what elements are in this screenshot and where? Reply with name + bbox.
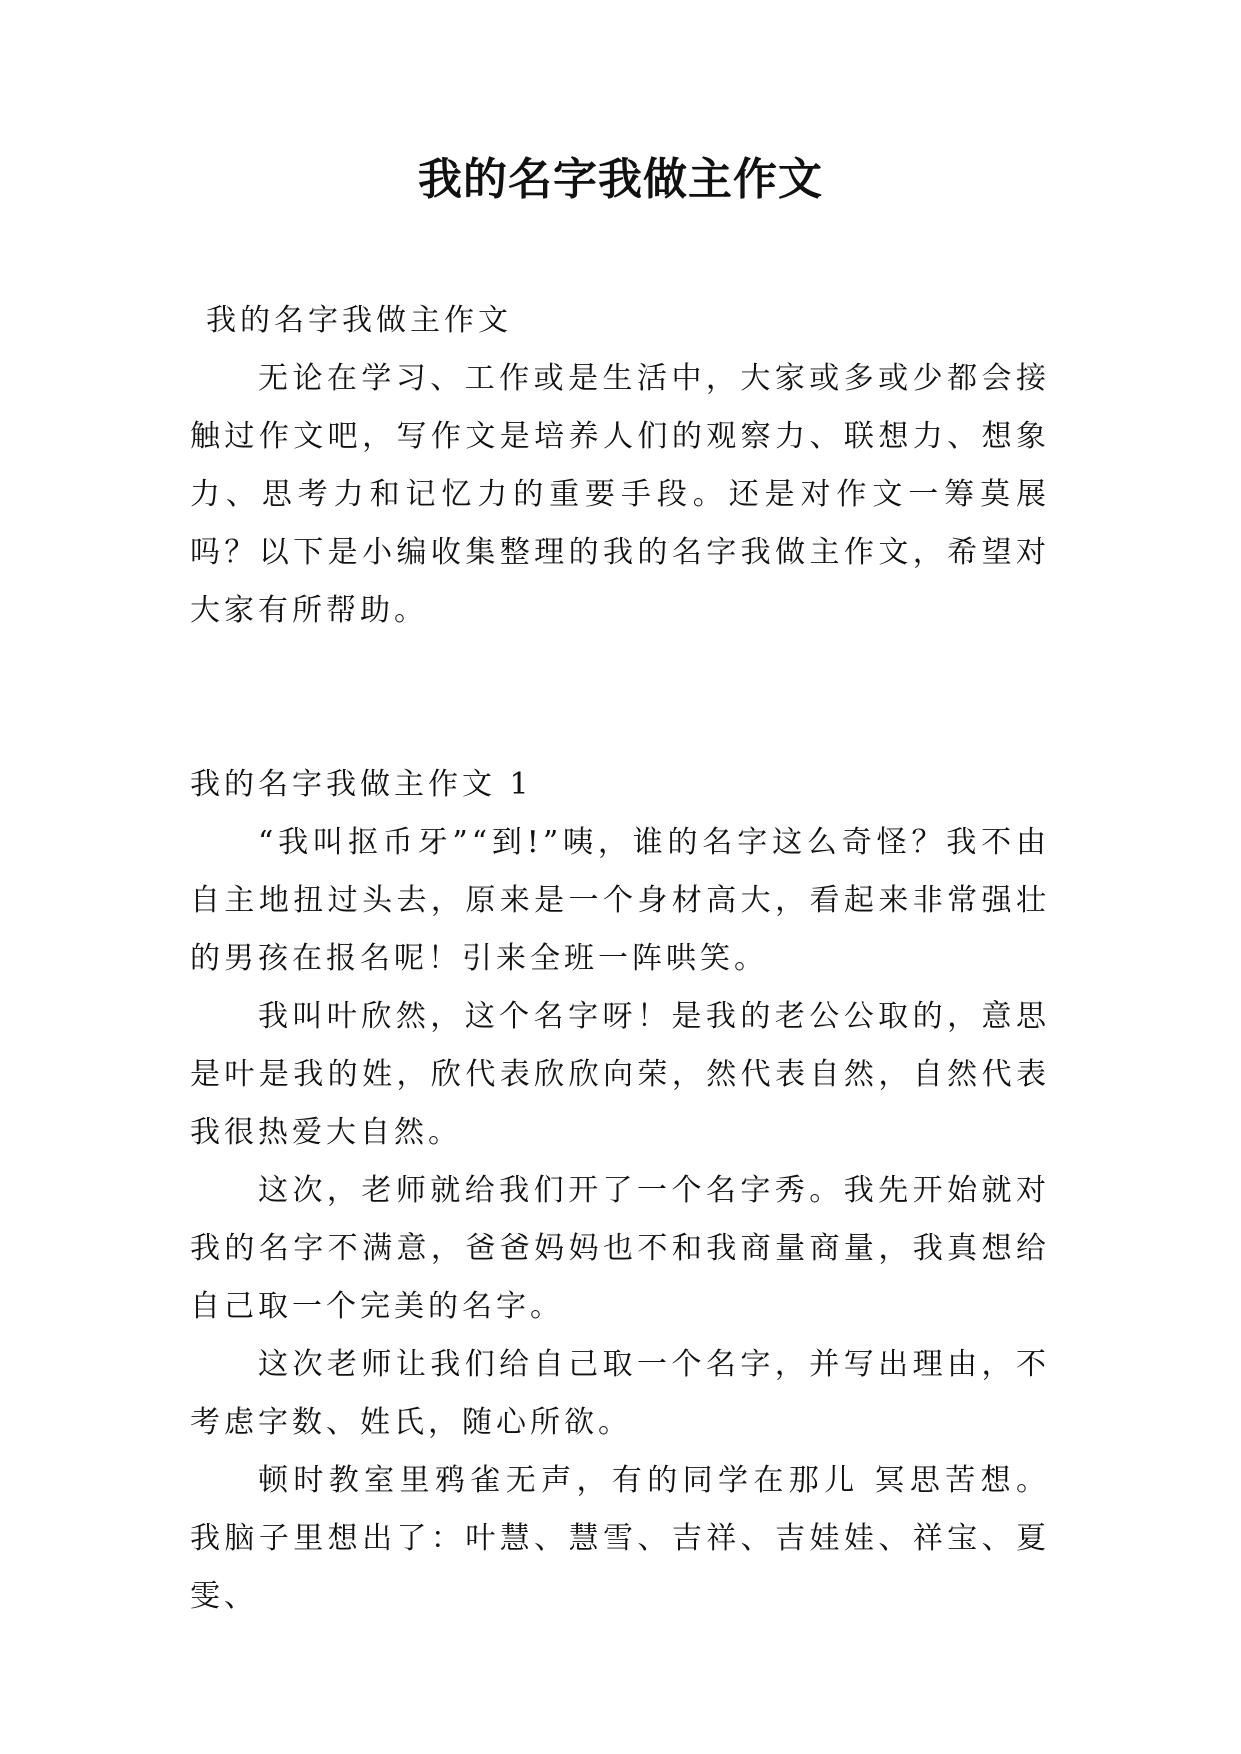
intro-paragraph: 无论在学习、工作或是生活中，大家或多或少都会接触过作文吧，写作文是培养人们的观察力、联想力、想象力、思考力和记忆力的重要手段。还是对作文一筹莫展吗？以下是小编收集整理的我的名字我做主作文，希望对大家有所帮助。 (190, 361, 1050, 628)
body-paragraph-5: 顿时教室里鸦雀无声，有的同学在那儿 冥思苦想。我脑子里想出了：叶慧、慧雪、吉祥、吉娃娃、祥宝、夏雯、 (190, 1463, 1050, 1614)
document-title: 我的名字我做主作文 (418, 154, 823, 205)
document-subtitle: 我的名字我做主作文 (206, 303, 512, 338)
body-paragraph-3: 这次，老师就给我们开了一个名字秀。我先开始就对我的名字不满意，爸爸妈妈也不和我商量商量，我真想给自己取一个完美的名字。 (190, 1173, 1050, 1324)
body-paragraph-4: 这次老师让我们给自己取一个名字，并写出理由，不考虑字数、姓氏，随心所欲。 (190, 1347, 1050, 1440)
document-body (190, 292, 1050, 1626)
section-spacer (190, 640, 1050, 756)
body-paragraph-2: 我叫叶欣然，这个名字呀！是我的老公公取的，意思是叶是我的姓，欣代表欣欣向荣，然代表自然，自然代表我很热爱大自然。 (190, 999, 1050, 1150)
body-paragraph-1: “我叫抠币牙”“到!”咦，谁的名字这么奇怪？我不由自主地扭过头去，原来是一个身材高大，看起来非常强壮的男孩在报名呢！引来全班一阵哄笑。 (190, 825, 1050, 976)
section-heading: 我的名字我做主作文 1 (190, 767, 533, 802)
